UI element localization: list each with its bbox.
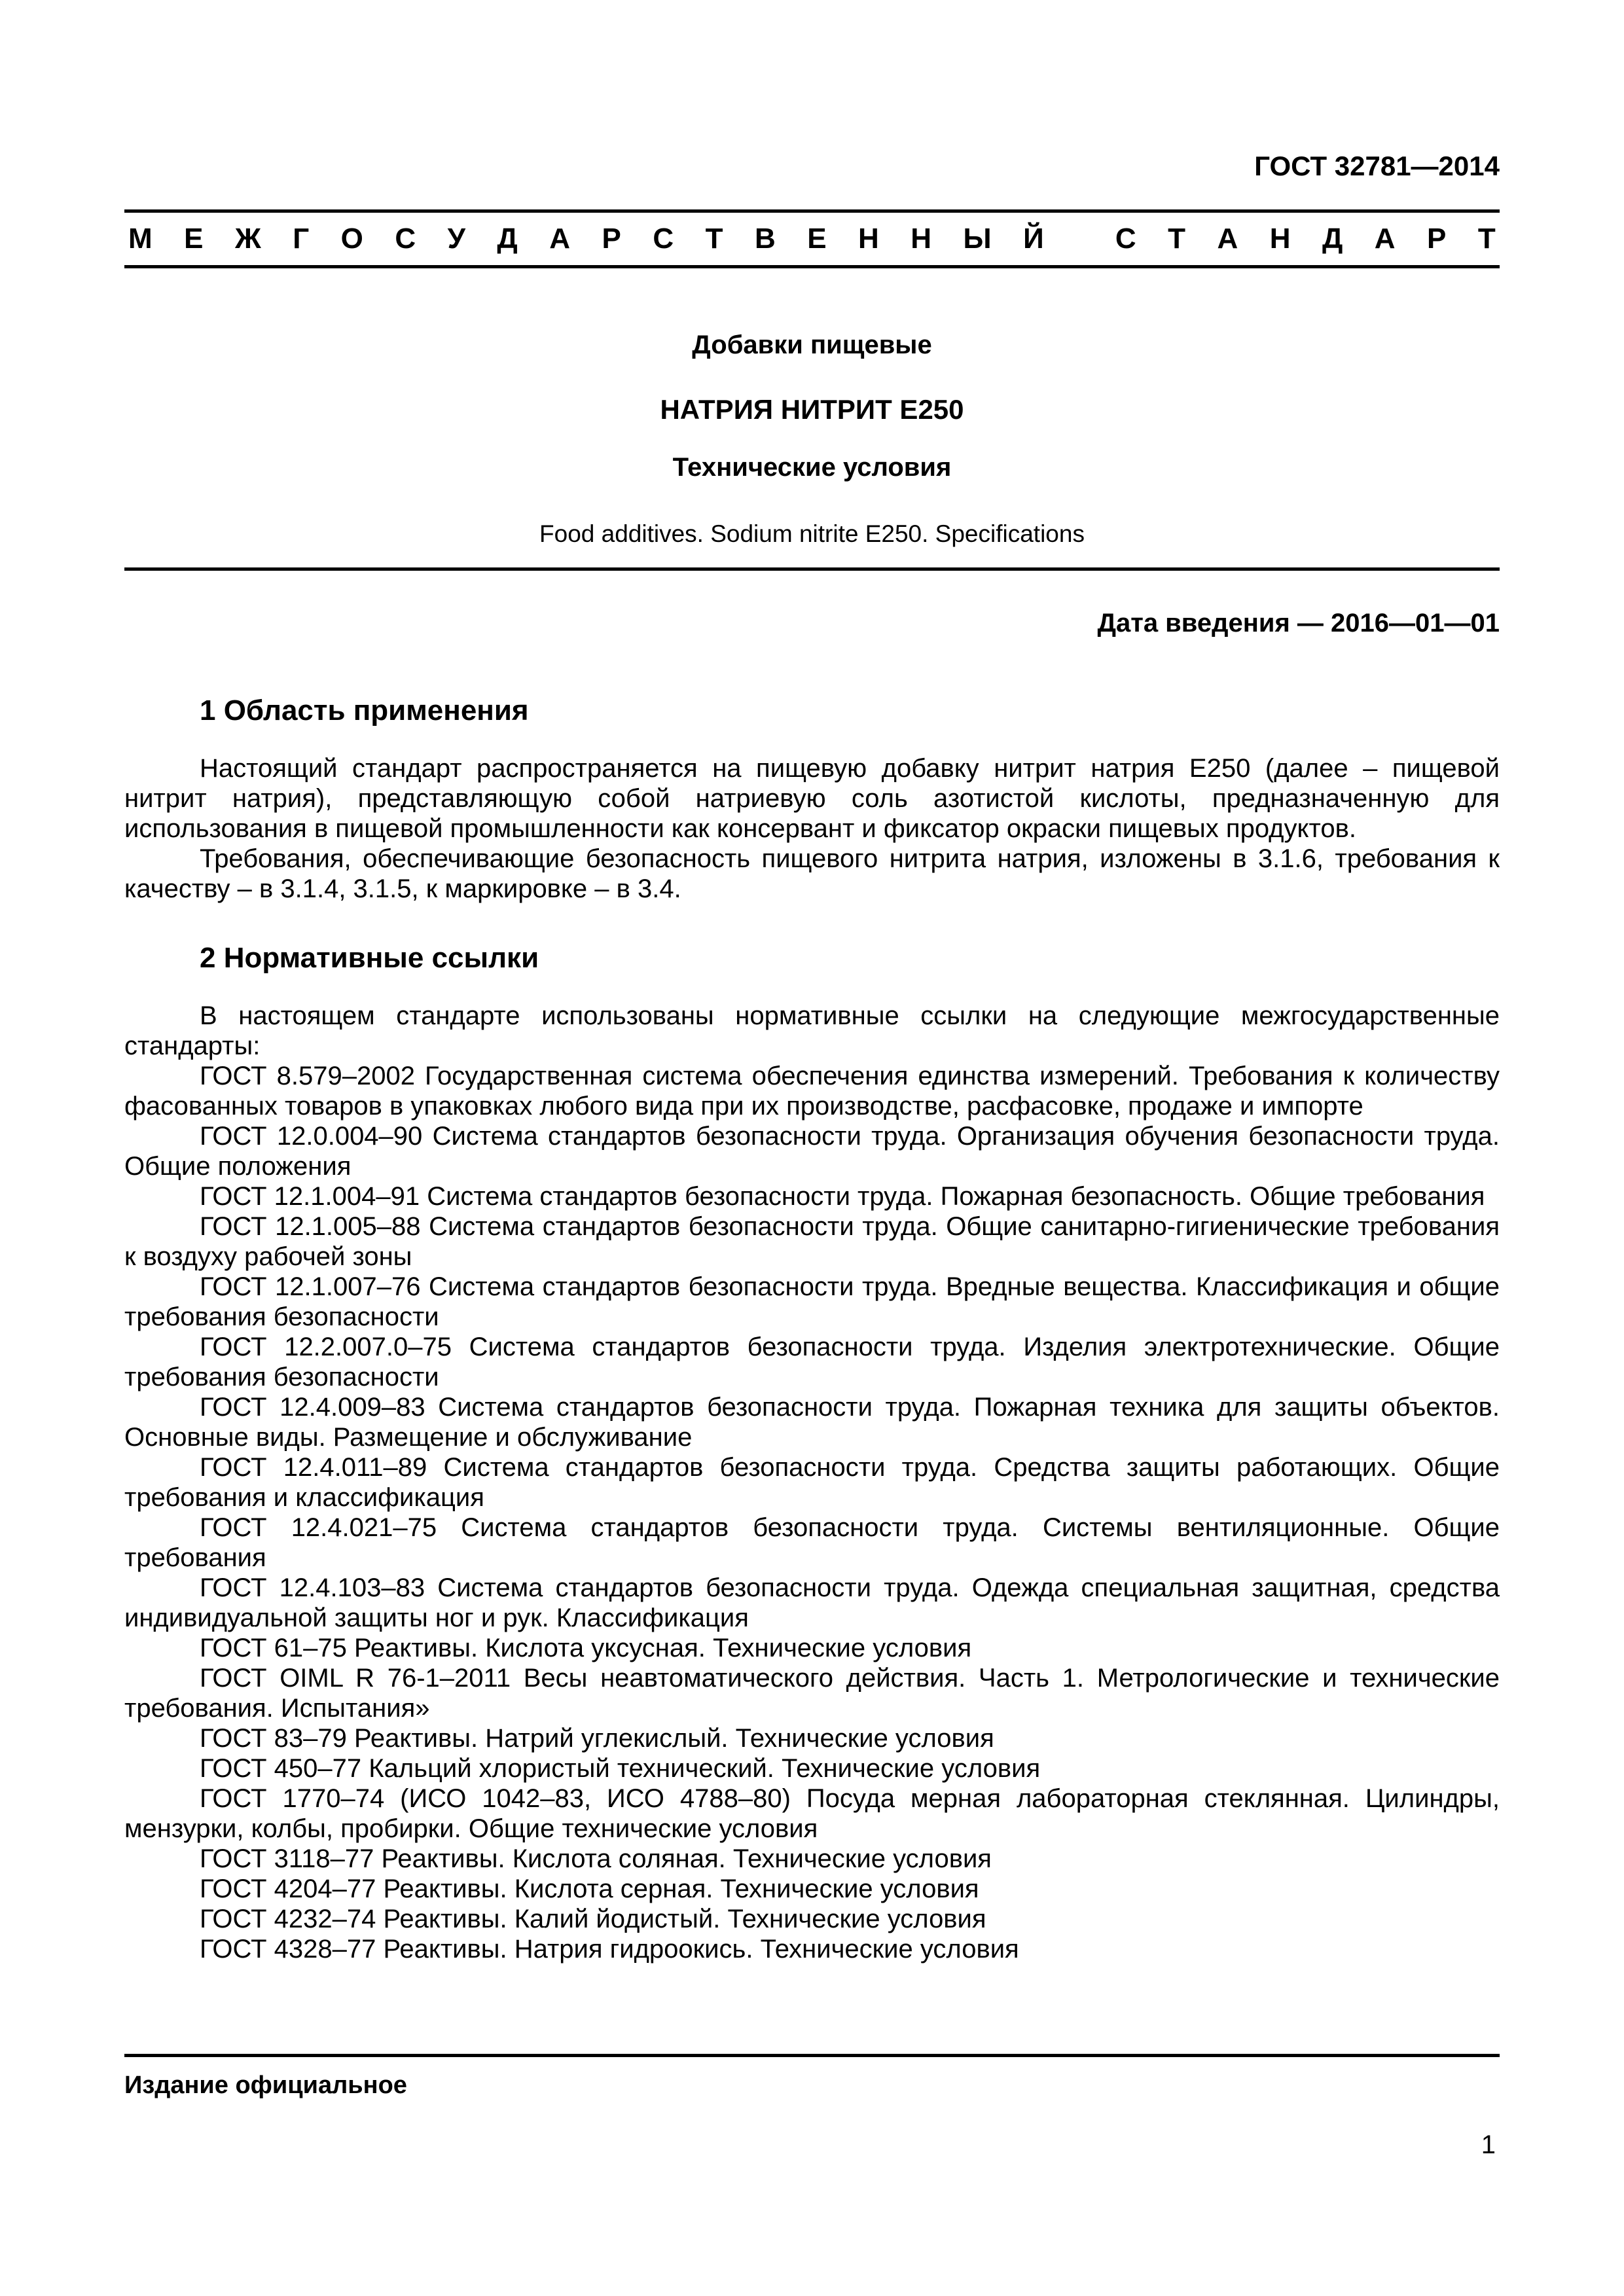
reference-item: ГОСТ 12.4.009–83 Система стандартов безопасности труда. Пожарная техника для защиты объектов. Основные виды. Размещение и обслуживание: [124, 1393, 1500, 1452]
reference-item: ГОСТ 3118–77 Реактивы. Кислота соляная. Технические условия: [200, 1844, 992, 1874]
title-product-group: Добавки пищевые: [692, 331, 932, 360]
section-1-paragraph: Требования, обеспечивающие безопасность пищевого нитрита натрия, изложены в 3.1.6, требования к качеству – в 3.1.4, 3.1.5, к маркировке – в 3.4.: [124, 844, 1500, 904]
doc-number: ГОСТ 32781—2014: [1254, 151, 1500, 181]
section-2-intro: В настоящем стандарте использованы нормативные ссылки на следующие межгосударственные стандарты:: [124, 1001, 1500, 1061]
reference-item: ГОСТ 12.4.021–75 Система стандартов безопасности труда. Системы вентиляционные. Общие требования: [124, 1513, 1500, 1573]
reference-item: ГОСТ 4232–74 Реактивы. Калий йодистый. Технические условия: [200, 1905, 986, 1934]
section-1-paragraph: Настоящий стандарт распространяется на пищевую добавку нитрит натрия Е250 (далее – пищевой нитрит натрия), представляющую собой натриевую соль азотистой кислоты, предназначенную для использования в пищевой промышленности как консервант и фиксатор окраски пищевых продуктов.: [124, 754, 1500, 844]
divider-header-bottom: [124, 265, 1500, 268]
page-footer: [124, 2054, 1500, 2100]
title-document-type: Технические условия: [672, 453, 952, 482]
section-2-heading: 2 Нормативные ссылки: [200, 942, 539, 975]
page-number: 1: [1481, 2130, 1496, 2159]
reference-item: ГОСТ 83–79 Реактивы. Натрий углекислый. Технические условия: [200, 1724, 994, 1753]
title-english: Food additives. Sodium nitrite E250. Specifications: [539, 520, 1085, 548]
reference-item: ГОСТ 12.1.005–88 Система стандартов безопасности труда. Общие санитарно-гигиенические требования к воздуху рабочей зоны: [124, 1212, 1500, 1272]
edition-note: Издание официальное: [124, 2072, 407, 2099]
reference-item: ГОСТ 12.4.103–83 Система стандартов безопасности труда. Одежда специальная защитная, средства индивидуальной защиты ног и рук. Классификация: [124, 1573, 1500, 1633]
reference-item: ГОСТ 12.1.007–76 Система стандартов безопасности труда. Вредные вещества. Классификация и общие требования безопасности: [124, 1272, 1500, 1332]
title-block: [124, 331, 1500, 548]
reference-item: ГОСТ OIML R 76-1–2011 Весы неавтоматического действия. Часть 1. Метрологические и технические требования. Испытания»: [124, 1664, 1500, 1723]
reference-item: ГОСТ 1770–74 (ИСО 1042–83, ИСО 4788–80) Посуда мерная лабораторная стеклянная. Цилиндры, мензурки, колбы, пробирки. Общие технические условия: [124, 1784, 1500, 1844]
divider-title-bottom: [124, 567, 1500, 571]
reference-item: ГОСТ 4328–77 Реактивы. Натрия гидроокись. Технические условия: [200, 1935, 1019, 1964]
standard-type-banner: М Е Ж Г О С У Д А Р С Т В Е Н Н Ы Й С Т А Н Д А Р Т: [128, 223, 1496, 255]
reference-item: ГОСТ 8.579–2002 Государственная система обеспечения единства измерений. Требования к количеству фасованных товаров в упаковках любого вида при их производстве, расфасовке, продаже и импорте: [124, 1062, 1500, 1121]
reference-item: ГОСТ 12.0.004–90 Система стандартов безопасности труда. Организация обучения безопасности труда. Общие положения: [124, 1122, 1500, 1181]
divider-footer: [124, 2054, 1500, 2057]
reference-item: ГОСТ 450–77 Кальций хлористый технический. Технические условия: [200, 1754, 1041, 1784]
reference-item: ГОСТ 12.4.011–89 Система стандартов безопасности труда. Средства защиты работающих. Общие требования и классификация: [124, 1453, 1500, 1513]
section-1-heading: 1 Область применения: [200, 694, 529, 727]
reference-item: ГОСТ 12.1.004–91 Система стандартов безопасности труда. Пожарная безопасность. Общие требования: [200, 1182, 1485, 1211]
reference-item: ГОСТ 61–75 Реактивы. Кислота уксусная. Технические условия: [200, 1634, 972, 1663]
reference-item: ГОСТ 4204–77 Реактивы. Кислота серная. Технические условия: [200, 1874, 979, 1904]
title-product-name: НАТРИЯ НИТРИТ Е250: [660, 394, 964, 425]
effective-date: Дата введения — 2016—01—01: [1097, 609, 1500, 638]
reference-item: ГОСТ 12.2.007.0–75 Система стандартов безопасности труда. Изделия электротехнические. Общие требования безопасности: [124, 1333, 1500, 1392]
